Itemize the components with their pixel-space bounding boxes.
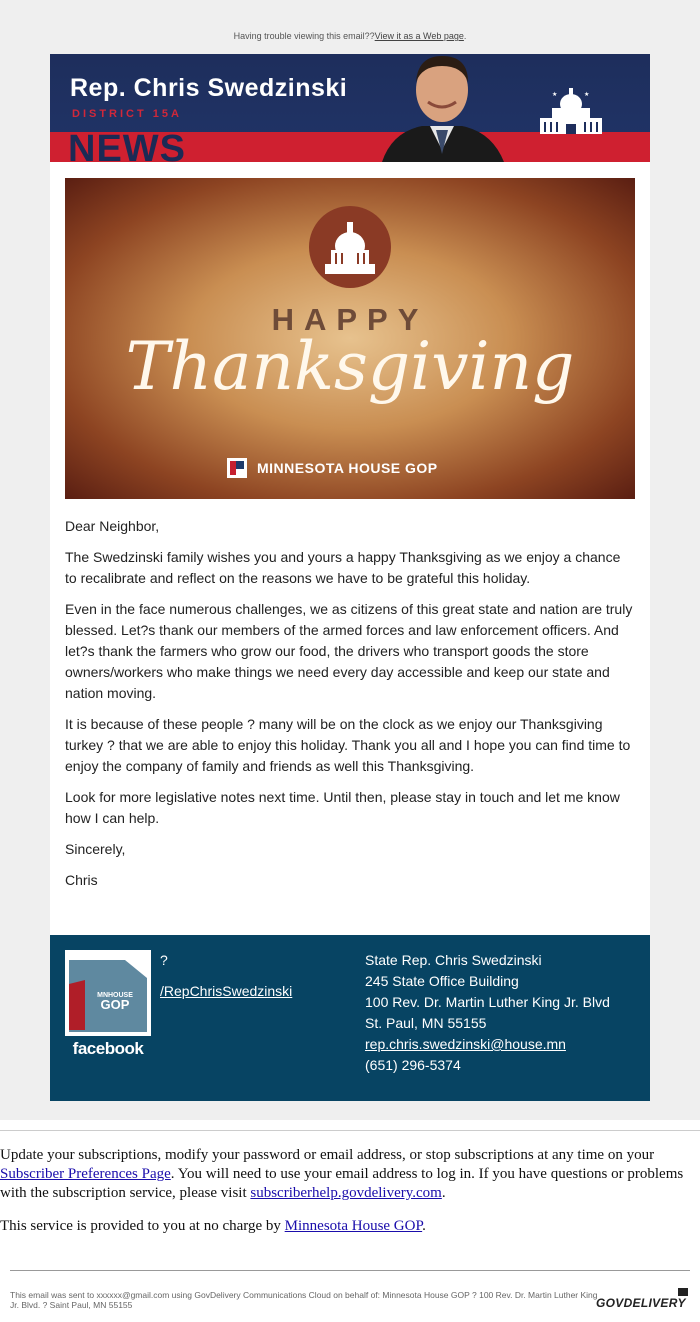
facebook-logo-image[interactable]: [65, 950, 151, 1036]
contact-name: State Rep. Chris Swedzinski: [365, 952, 542, 968]
subscriber-preferences-link[interactable]: Subscriber Preferences Page: [0, 1166, 171, 1182]
letter-paragraph-3: It is because of these people ? many will be on the clock as we enjoy our Thanksgiving turkey ? that we are able to enjoy this holiday. Thank you all and I hope you can find time to enjoy the company of family and friends as well this Thanksgiving.: [65, 716, 631, 774]
district-label: DISTRICT 15A: [72, 108, 182, 120]
divider-top: [0, 1130, 700, 1131]
service-suffix: .: [422, 1218, 426, 1234]
news-wordmark: NEWS: [68, 128, 186, 162]
letter-closing: Sincerely,: [65, 841, 126, 857]
capitol-building-icon: [538, 78, 604, 136]
notice-suffix: .: [463, 31, 467, 41]
minnesota-house-gop-link[interactable]: Minnesota House GOP: [284, 1218, 423, 1234]
capitol-medallion: [309, 206, 391, 288]
email-card: [50, 54, 650, 1101]
govdelivery-logo[interactable]: GOVDELIVERY: [596, 1296, 686, 1310]
contact-address-line-2: 100 Rev. Dr. Martin Luther King Jr. Blvd: [365, 994, 610, 1010]
sent-notice: This email was sent to xxxxxx@gmail.com using GovDelivery Communications Cloud on behalf of: Minnesota House GOP ? 100 Rev. Dr. Martin Luther King Jr. Blvd. ? Saint Paul, MN 55155: [10, 1290, 598, 1310]
envelope-icon: [678, 1288, 688, 1296]
svg-text:GOP: GOP: [100, 997, 130, 1012]
subscription-text-1: Update your subscriptions, modify your password or email address, or stop subscriptions at any time on your: [0, 1147, 655, 1163]
letter-paragraph-4: Look for more legislative notes next time. Until then, please stay in touch and let me know how I can help.: [65, 789, 620, 826]
facebook-page-link[interactable]: /RepChrisSwedzinski: [160, 983, 293, 999]
letter-paragraph-2: Even in the face numerous challenges, we as citizens of this great state and nation are truly blessed. Let?s thank our members of the armed forces and law enforcement officers. And let?s thank the farmers who grow our food, the drivers who transport goods the store owners/workers who make things we need every day accessible and keep our state and nation moving.: [65, 601, 633, 701]
contact-phone: (651) 296-5374: [365, 1057, 461, 1073]
happy-text: HAPPY: [271, 302, 429, 337]
house-gop-label: MINNESOTA HOUSE GOP: [257, 460, 438, 476]
newsletter-banner: [50, 54, 650, 162]
web-page-link[interactable]: View it as a Web page: [374, 31, 464, 41]
contact-address-line-3: St. Paul, MN 55155: [365, 1015, 487, 1031]
divider-bottom: [10, 1270, 690, 1271]
svg-text:MNHOUSE: MNHOUSE: [97, 992, 133, 999]
contact-email-link[interactable]: rep.chris.swedzinski@house.mn: [365, 1036, 566, 1052]
facebook-question-mark: ?: [160, 952, 168, 968]
trouble-viewing-notice: [0, 31, 700, 41]
subscriber-help-link[interactable]: subscriberhelp.govdelivery.com: [250, 1185, 442, 1201]
letter-greeting: Dear Neighbor,: [65, 518, 160, 534]
trouble-text: Having trouble viewing this email??: [233, 31, 375, 41]
svg-text:★: ★: [584, 91, 590, 98]
capitol-dome-icon: [309, 206, 391, 288]
letter-signature: Chris: [65, 872, 98, 888]
thanksgiving-script-text: Thanksgiving: [125, 328, 575, 405]
house-gop-logo-icon: [227, 458, 247, 478]
house-gop-signature: [227, 457, 438, 479]
minnesota-map-icon: [65, 950, 151, 1036]
representative-name: Rep. Chris Swedzinski: [70, 74, 348, 102]
letter-body: [65, 516, 635, 901]
service-paragraph: [0, 1217, 700, 1236]
subscription-paragraph: [0, 1146, 700, 1203]
letter-paragraph-1: The Swedzinski family wishes you and yours a happy Thanksgiving as we enjoy a chance to recalibrate and reflect on the reasons we have to be grateful this holiday.: [65, 549, 621, 586]
subscription-text-2: . You will need to use your email address to log in. If you have questions or problems with the subscription service, please visit: [0, 1166, 684, 1201]
office-contact-block: [365, 950, 610, 1076]
contact-footer: [50, 935, 650, 1101]
service-text: This service is provided to you at no charge by: [0, 1218, 285, 1234]
svg-text:★: ★: [552, 91, 558, 98]
representative-portrait: [372, 54, 512, 162]
thanksgiving-hero-image: [65, 178, 635, 499]
facebook-wordmark: facebook: [72, 1039, 144, 1058]
subscription-notice: [0, 1146, 700, 1250]
contact-address-line-1: 245 State Office Building: [365, 973, 519, 989]
subscription-text-3: .: [441, 1185, 446, 1201]
